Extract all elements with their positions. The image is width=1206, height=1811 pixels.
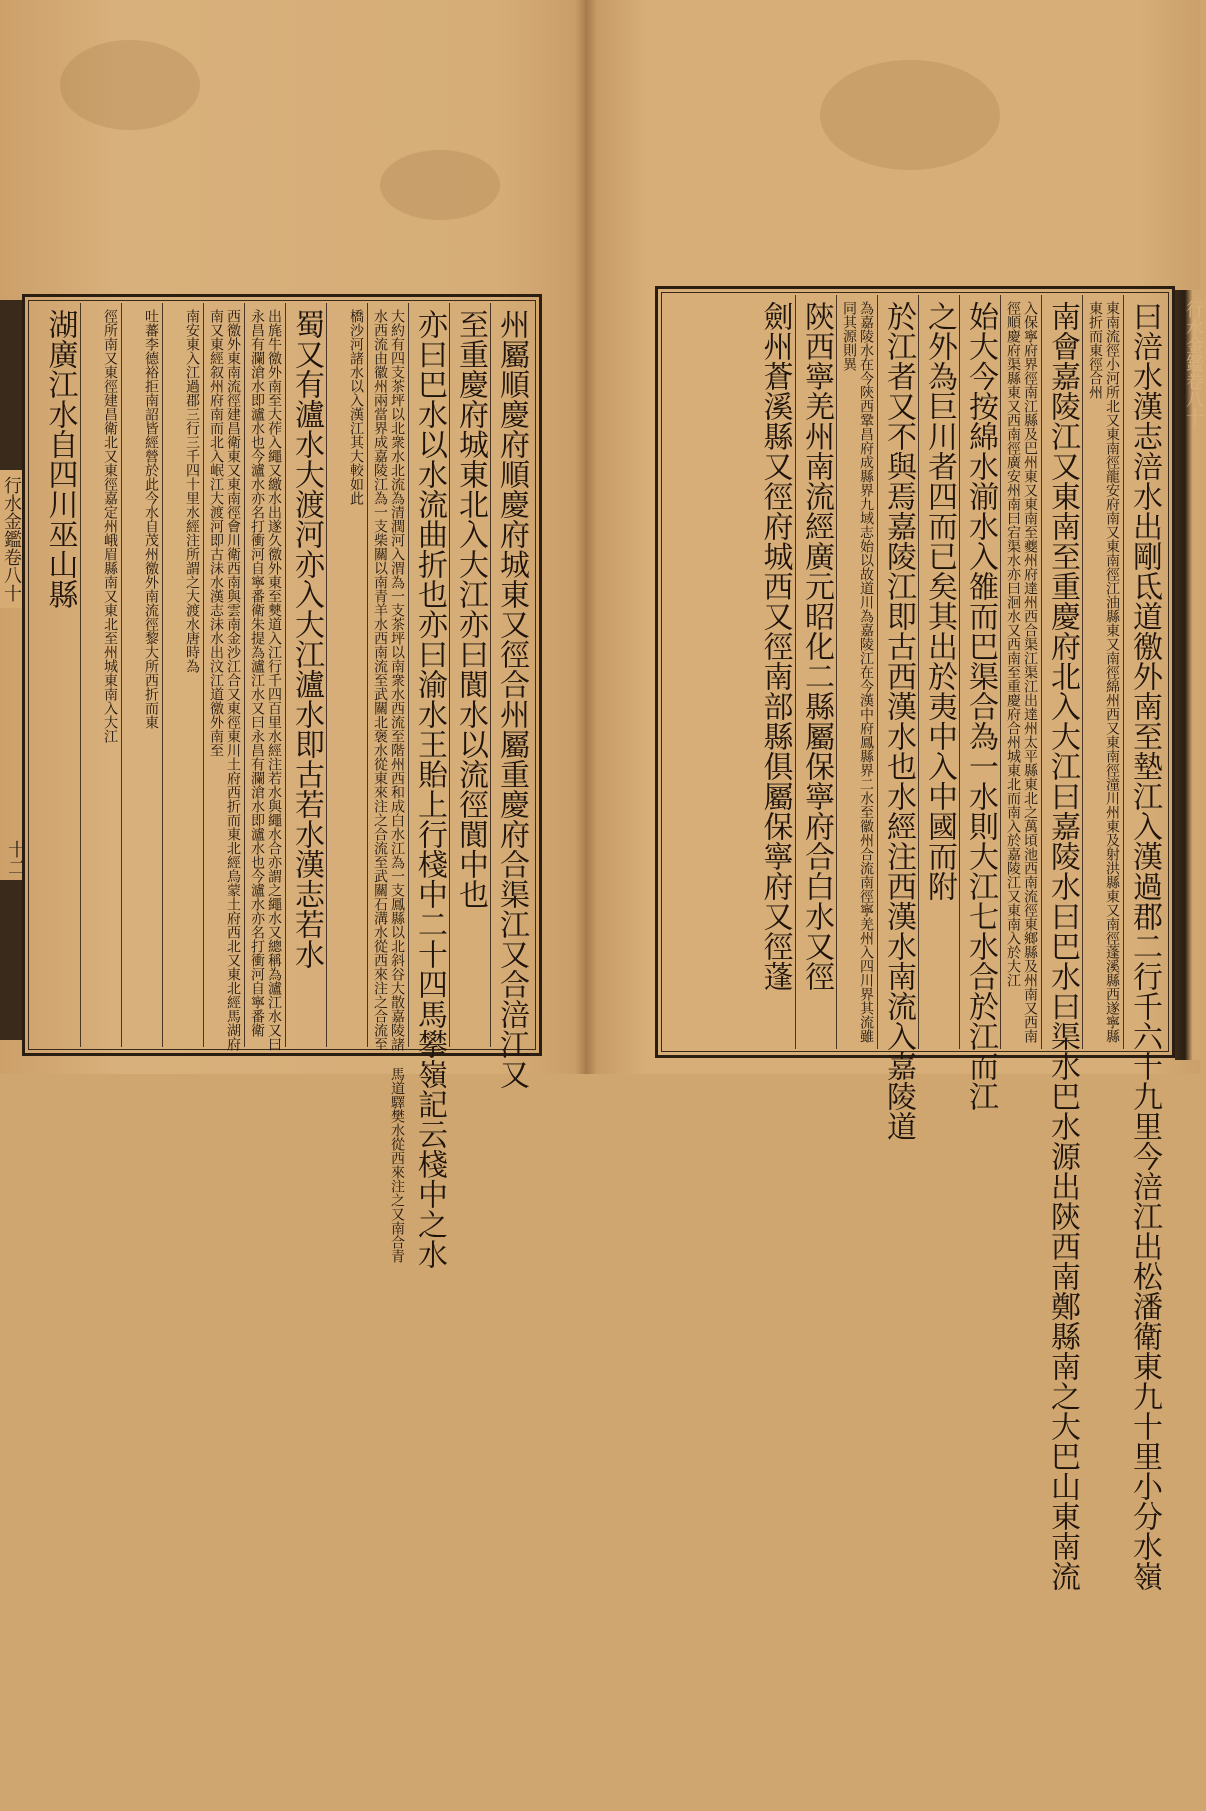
right-text-frame [655,286,1175,1591]
paper-stain [820,60,1000,170]
right-column [836,295,877,1049]
right-column [1123,295,1164,1591]
left-text-frame [22,294,542,1269]
right-column-text: 南會嘉陵江又東南至重慶府北入大江曰嘉陵水曰巴水曰渠水巴水源出陝西南鄭縣南之大巴山東南流 [1045,301,1080,1591]
left-column-text: 西徼外東南流徑建昌衛東又東南徑會川衛西南與雲南金沙江合又東徑東川土府西折而東北經烏蒙土府西北又東北經馬湖府南又東經叙州府南而北入岷江大渡河即古沬水漢志沬水出汶江道徼外南至 [208,309,241,1051]
left-column [490,303,531,1089]
edge-label: 行水金鑑卷八十 [1183,300,1204,426]
paper-stain [60,40,200,130]
left-column-text: 州屬順慶府順慶府城東又徑合州屬重慶府合渠江又合涪江又 [494,309,529,1089]
left-column [80,303,121,1047]
left-column [203,303,244,1051]
right-column-text: 之外為巨川者四而已矣其出於夷中入中國而附 [922,301,957,901]
left-column [367,303,408,1263]
right-column [877,295,918,1141]
right-column [959,295,1000,1111]
right-column-text: 曰涪水漢志涪水出剛氐道徼外南至墊江入漢過郡二行千六十九里今涪江出松潘衛東九十里小分水嶺 [1127,301,1162,1591]
side-label: 行水金鑑卷八十 [0,470,24,608]
left-edge-block-lower [0,880,22,1040]
right-column-text: 於江者又不與焉嘉陵江即古西漢水也水經注西漢水南流入嘉陵道 [881,301,916,1141]
book-gutter [575,0,597,1074]
right-column [1082,295,1123,1049]
right-column [918,295,959,1049]
left-column [449,303,490,1047]
left-column [244,303,285,1051]
left-column-text: 徑所南又東徑建昌衛北又東徑嘉定州峨眉縣南又東北至州城東南入大江 [102,309,118,743]
right-column-text: 為嘉陵水在今陝西鞏昌府成縣界九域志始以故道川為嘉陵江在今漢中府鳳縣界二水至徽州合流南徑寧羌州入四川界其流雖同其源則異 [841,301,874,1043]
left-column-text: 大約有四支茶坪以北衆水北流為清潤河入渭為一支茶坪以南衆水西流至階州西和成白水江為一支鳳縣以北斜谷大散嘉陵諸水西流由徽州兩當界成嘉陵江為一支柴關以南青羊水西南流至武關北褒水從東來注之合流至武關石溝水從西來注之合流至馬道驛樊水從西來注之又南合青 [372,309,405,1263]
left-column-text: 出旄牛徼外南至大莋入繩又繳水出遂久徼外東至僰道入江行千四百里水經注若水與繩水合亦謂之繩水又總稱為瀘江水又曰永昌有瀾滄水即瀘水也今瀘水亦名打衝河自寧番衛朱提為瀘江水又曰永昌有瀾滄水即瀘水也今瀘水亦名打衝河自寧番衛 [249,309,282,1051]
right-column-text: 陝西寧羌州南流經廣元昭化二縣屬保寧府合白水又徑 [799,301,834,991]
left-column [408,303,449,1269]
left-column-text: 橋沙河諸水以入漢江其大較如此 [348,309,364,505]
left-column [326,303,367,1047]
right-column-text: 東南流徑小河所北又東南徑龍安府南又東南徑江油縣東又南徑綿州西又東南徑潼川州東及射洪縣東又南徑蓬溪縣西遂寧縣東折而東徑合州 [1087,301,1120,1043]
right-column-text: 始大今按綿水湔水入雒而巴渠合為一水則大江七水合於江而江 [963,301,998,1111]
left-column [121,303,162,1047]
left-column [285,303,326,1047]
left-column [162,303,203,1047]
left-column-text: 湖廣江水自四川巫山縣 [42,309,78,609]
right-column [754,295,795,1049]
right-column-text: 入保寧府界徑南江縣及巴州東又東南至夔州府達州西合渠江渠江出達州太平縣東北之萬頃池西南流徑東鄉縣及州南又西南徑順慶府渠縣東又西南徑廣安州南曰宕渠水亦曰洄水又西南至重慶府合州城東北而南入於嘉陵江又東南入於大江 [1005,301,1038,1043]
right-column [1041,295,1082,1591]
left-column-text: 蜀又有瀘水大渡河亦入大江瀘水即古若水漢志若水 [289,309,324,969]
right-column [1000,295,1041,1049]
left-columns [25,297,539,1269]
right-column-text: 劍州蒼溪縣又徑府城西又徑南部縣俱屬保寧府又徑蓬 [757,301,793,991]
left-column-text: 至重慶府城東北入大江亦曰閬水以流徑閬中也 [453,309,488,909]
left-column-text: 吐蕃李德裕拒南詔皆經營於此今水自茂州徼外南流徑黎大所西折而東 [143,309,159,729]
right-column [795,295,836,1049]
page-number: 十二 [5,840,26,876]
left-column-text: 亦曰巴水以水流曲折也亦曰渝水王貽上行棧中二十四馬攀嶺記云棧中之水 [412,309,447,1269]
left-column-text: 南安東入江過郡三行三千四十里水經注所謂之大渡水唐時為 [184,309,200,673]
right-columns [658,289,1172,1591]
paper-stain [380,150,500,220]
left-column [39,303,80,1047]
